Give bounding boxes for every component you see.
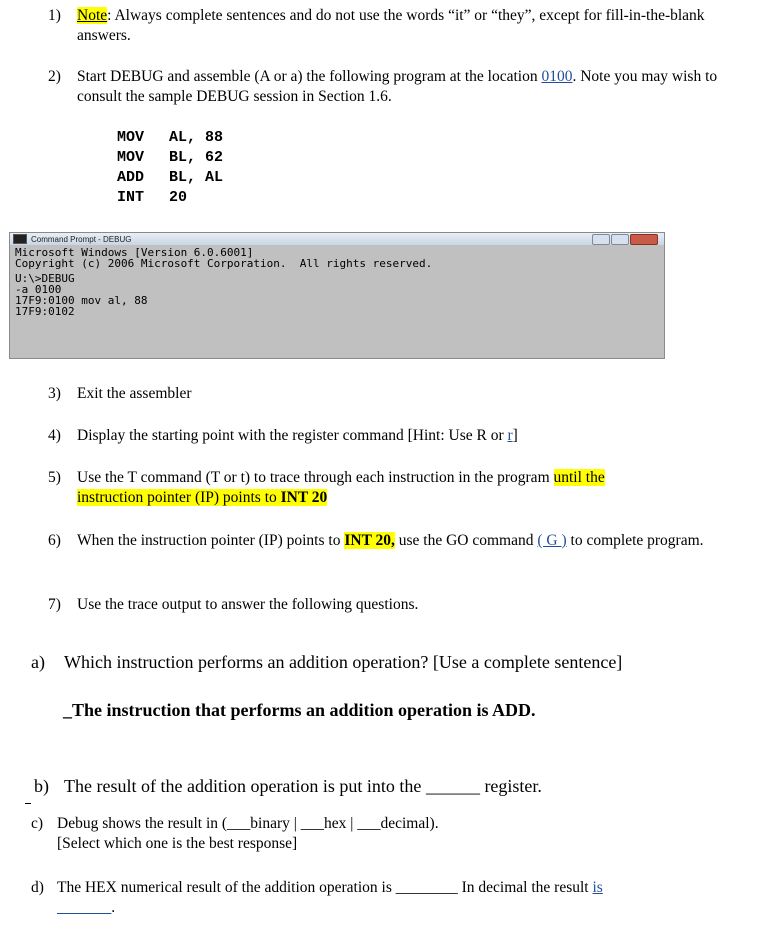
question-text: register. [479,776,542,796]
operands: 20 [169,189,188,206]
answer-blank: _ [63,700,72,720]
code-line [117,148,223,168]
item-number: 1) [48,7,61,24]
answer-blank[interactable]: ________ [395,879,458,896]
question-text: Debug shows the result in ( [57,815,228,832]
question-d [31,878,761,918]
question-text: The HEX numerical result of the addition operation is [57,879,396,896]
assembly-program [117,128,223,208]
question-text: . [111,899,116,916]
console-line: 17F9:0100 mov al, 88 [15,294,148,307]
highlight-text: until the [553,469,605,486]
opcode: ADD [117,169,145,186]
instruction-1 [48,6,748,46]
instruction-text: ] [512,427,518,444]
question-b [34,775,542,797]
opcode: MOV [117,149,145,166]
operands: BL, 62 [169,149,224,166]
question-label: b) [34,776,49,796]
item-number: 3) [48,385,61,402]
console-line: -a 0100 [15,283,62,296]
r-answer: r [507,427,513,444]
question-text: is [592,879,603,896]
instruction-2 [48,67,748,107]
item-number: 5) [48,469,61,486]
close-icon[interactable] [630,234,658,245]
question-label: d) [31,879,44,896]
go-answer: ( G ) [537,532,567,549]
instruction-text: use the GO command [394,532,538,549]
option-decimal[interactable]: ___decimal). [357,815,439,832]
note-text: : Always complete sentences and do not use the words “it” or “they”, except for fill-in-the-blank answers. [77,7,705,44]
instruction-text: . Note you may wish to consult the sample DEBUG session in Section 1.6. [77,68,718,105]
item-number: 4) [48,427,61,444]
item-number: 2) [48,68,61,85]
opcode: MOV [117,129,145,146]
answer-blank[interactable]: ______ [425,776,480,796]
instruction-text: Start DEBUG and assemble (A or a) the following program at the location [77,68,542,85]
instruction-text: Use the T command (T or t) to trace through each instruction in the program [77,469,554,486]
window-title: Command Prompt - DEBUG [31,234,132,244]
margin-mark [25,803,31,804]
location-answer: 0100 [541,68,573,85]
question-text: [Select which one is the best response] [57,835,298,852]
answer-a [63,700,536,721]
item-number: 7) [48,596,61,613]
maximize-icon[interactable] [611,234,629,245]
instruction-text: Exit the assembler [77,385,192,402]
console-line: U:\>DEBUG [15,272,75,285]
window-titlebar [10,233,664,245]
console-icon [13,234,27,244]
code-line [117,168,223,188]
opcode: INT [117,189,145,206]
highlight-bold: INT 20, [344,532,395,549]
instruction-3 [48,384,192,404]
note-label: Note [77,7,108,24]
minimize-icon[interactable] [592,234,610,245]
code-line [117,128,223,148]
option-binary[interactable]: ___binary | [227,815,301,832]
console-line: Copyright (c) 2006 Microsoft Corporation. All rights reserved. [15,257,433,270]
console-line: Microsoft Windows [Version 6.0.6001] [15,246,254,259]
instruction-4 [48,426,518,446]
instruction-text: When the instruction pointer (IP) points to [77,532,345,549]
operands: AL, 88 [169,129,224,146]
question-label: a) [31,652,45,672]
item-number: 6) [48,532,61,549]
instruction-7 [48,595,418,615]
question-text: The result of the addition operation is put into the [64,776,426,796]
command-prompt-window [9,232,665,359]
answer-text: The instruction that performs an addition operation is ADD. [72,700,536,720]
operands: BL, AL [169,169,224,186]
question-a [31,651,622,673]
instruction-text: to complete program. [566,532,704,549]
console-line: 17F9:0102 [15,305,75,318]
instruction-6 [48,531,748,551]
question-label: c) [31,815,44,832]
question-text: In decimal the result [457,879,593,896]
answer-blank[interactable]: _______ [57,899,112,916]
code-line [117,188,223,208]
console-output [10,245,664,319]
instruction-5 [48,468,748,508]
highlight-text: instruction pointer (IP) points to [77,489,281,506]
question-text: Which instruction performs an addition operation? [Use a complete sentence] [64,652,623,672]
option-hex[interactable]: ___hex | [300,815,358,832]
instruction-text: Use the trace output to answer the following questions. [77,596,419,613]
question-c [31,814,439,854]
instruction-text: Display the starting point with the register command [Hint: Use R or [77,427,508,444]
highlight-bold: INT 20 [280,489,328,506]
